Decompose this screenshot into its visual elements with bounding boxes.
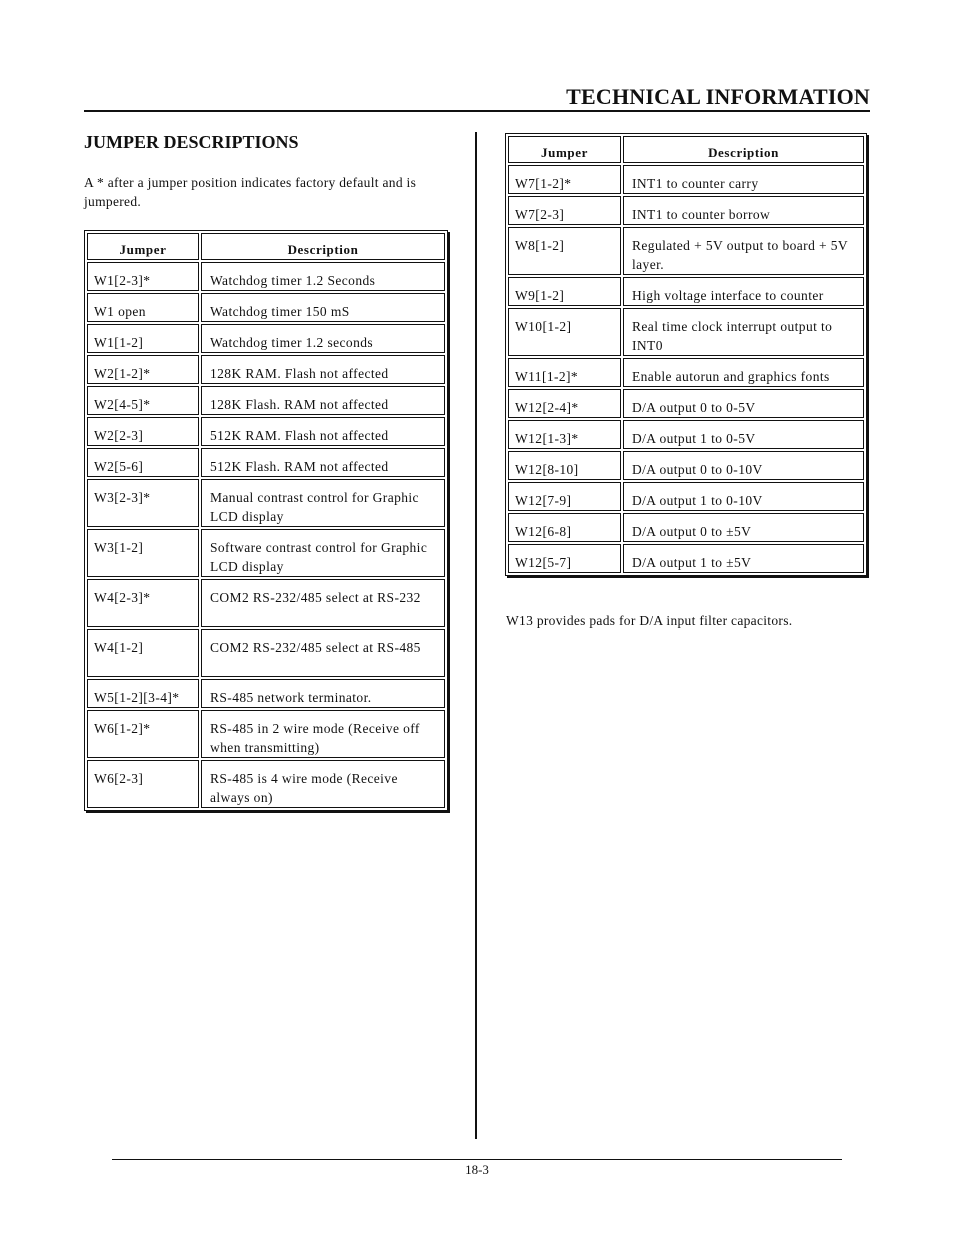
table-row (508, 227, 864, 275)
jumper-cell: W2[4-5]* (87, 386, 199, 415)
jumper-cell: W2[2-3] (87, 417, 199, 446)
table-row (508, 513, 864, 542)
table-row (508, 389, 864, 418)
table-row (87, 386, 445, 415)
column-header-description: Description (201, 233, 445, 260)
table-row (508, 451, 864, 480)
intro-paragraph: A * after a jumper position indicates factory default and is jumpered. (84, 175, 417, 209)
page-header-title: TECHNICAL INFORMATION (566, 84, 870, 109)
table-row (508, 358, 864, 387)
jumper-cell: W8[1-2] (508, 227, 621, 275)
table-header-row (87, 233, 445, 260)
table-row (87, 710, 445, 758)
column-divider (475, 132, 477, 1139)
jumper-cell: W6[2-3] (87, 760, 199, 808)
table-row (87, 579, 445, 627)
jumper-cell: W6[1-2]* (87, 710, 199, 758)
table-row (87, 448, 445, 477)
description-cell: 512K RAM. Flash not affected (201, 417, 445, 446)
jumper-cell: W9[1-2] (508, 277, 621, 306)
table-row (508, 308, 864, 356)
jumper-cell: W5[1-2][3-4]* (87, 679, 199, 708)
table-row (87, 479, 445, 527)
table-row (87, 760, 445, 808)
table-row (87, 529, 445, 577)
table-row (508, 544, 864, 573)
description-cell: INT1 to counter carry (623, 165, 864, 194)
jumper-cell: W1[1-2] (87, 324, 199, 353)
jumper-cell: W1[2-3]* (87, 262, 199, 291)
description-cell: 128K RAM. Flash not affected (201, 355, 445, 384)
jumper-cell: W3[2-3]* (87, 479, 199, 527)
footer-rule (112, 1159, 842, 1160)
jumper-table-right (505, 133, 867, 576)
description-cell: High voltage interface to counter (623, 277, 864, 306)
jumper-cell: W1 open (87, 293, 199, 322)
jumper-cell: W12[6-8] (508, 513, 621, 542)
jumper-cell: W7[1-2]* (508, 165, 621, 194)
description-cell: D/A output 0 to 0-10V (623, 451, 864, 480)
column-header-description: Description (623, 136, 864, 163)
jumper-cell: W2[5-6] (87, 448, 199, 477)
description-cell: Watchdog timer 1.2 seconds (201, 324, 445, 353)
table-row (508, 196, 864, 225)
header-rule (84, 110, 870, 112)
description-cell: D/A output 1 to 0-10V (623, 482, 864, 511)
description-cell: Enable autorun and graphics fonts (623, 358, 864, 387)
description-cell: COM2 RS-232/485 select at RS-232 (201, 579, 445, 627)
page-number: 18-3 (465, 1162, 489, 1177)
description-cell: Real time clock interrupt output to INT0 (623, 308, 864, 356)
description-cell: D/A output 0 to 0-5V (623, 389, 864, 418)
description-cell: D/A output 1 to ±5V (623, 544, 864, 573)
description-cell: Regulated + 5V output to board + 5V layer. (623, 227, 864, 275)
jumper-cell: W12[8-10] (508, 451, 621, 480)
table-row (87, 679, 445, 708)
table-row (508, 420, 864, 449)
jumper-cell: W12[2-4]* (508, 389, 621, 418)
jumper-cell: W7[2-3] (508, 196, 621, 225)
jumper-cell: W2[1-2]* (87, 355, 199, 384)
jumper-table-left (84, 230, 448, 811)
description-cell: Software contrast control for Graphic LCD display (201, 529, 445, 577)
jumper-cell: W12[5-7] (508, 544, 621, 573)
description-cell: Watchdog timer 150 mS (201, 293, 445, 322)
table-row (508, 277, 864, 306)
table-header-row (508, 136, 864, 163)
description-cell: 128K Flash. RAM not affected (201, 386, 445, 415)
jumper-cell: W4[1-2] (87, 629, 199, 677)
column-header-jumper: Jumper (508, 136, 621, 163)
jumper-cell: W12[7-9] (508, 482, 621, 511)
description-cell: Watchdog timer 1.2 Seconds (201, 262, 445, 291)
section-title: JUMPER DESCRIPTIONS (84, 132, 299, 152)
description-cell: D/A output 1 to 0-5V (623, 420, 864, 449)
description-cell: RS-485 in 2 wire mode (Receive off when transmitting) (201, 710, 445, 758)
description-cell: RS-485 network terminator. (201, 679, 445, 708)
description-cell: INT1 to counter borrow (623, 196, 864, 225)
table-row (87, 293, 445, 322)
jumper-cell: W4[2-3]* (87, 579, 199, 627)
column-header-jumper: Jumper (87, 233, 199, 260)
jumper-cell: W12[1-3]* (508, 420, 621, 449)
jumper-cell: W10[1-2] (508, 308, 621, 356)
description-cell: COM2 RS-232/485 select at RS-485 (201, 629, 445, 677)
table-row (87, 629, 445, 677)
table-row (87, 324, 445, 353)
table-row (87, 262, 445, 291)
description-cell: RS-485 is 4 wire mode (Receive always on) (201, 760, 445, 808)
jumper-cell: W11[1-2]* (508, 358, 621, 387)
jumper-cell: W3[1-2] (87, 529, 199, 577)
description-cell: Manual contrast control for Graphic LCD display (201, 479, 445, 527)
description-cell: 512K Flash. RAM not affected (201, 448, 445, 477)
description-cell: D/A output 0 to ±5V (623, 513, 864, 542)
table-row (508, 482, 864, 511)
table-row (87, 355, 445, 384)
table-row (508, 165, 864, 194)
filter-capacitor-note: W13 provides pads for D/A input filter capacitors. (506, 613, 793, 628)
table-row (87, 417, 445, 446)
